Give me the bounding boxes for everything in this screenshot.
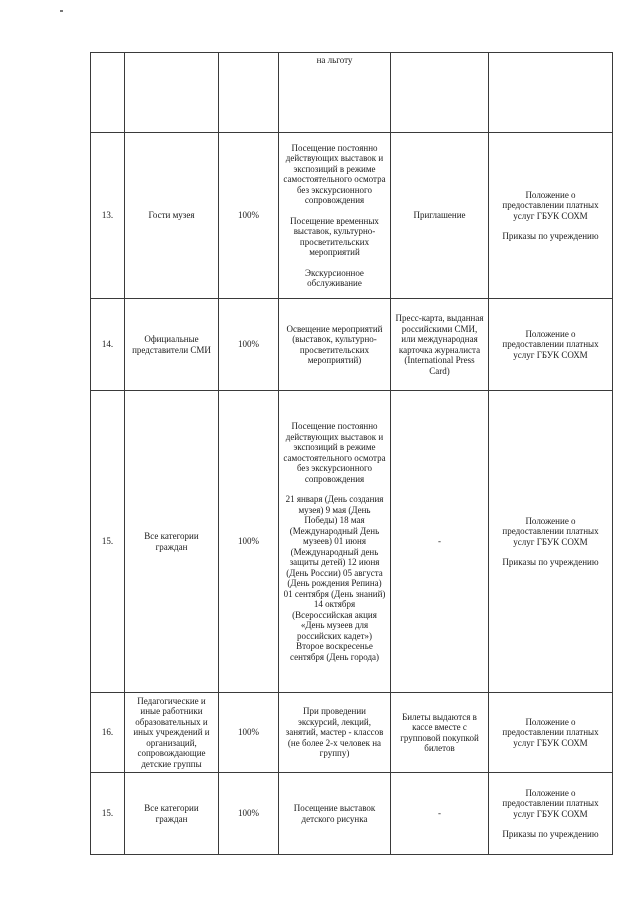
discount-cell: 100% [219, 133, 279, 299]
documents-text: Билеты выдаются в кассе вместе с групповой покупкой билетов [400, 711, 479, 753]
category-text: Официальные представители СМИ [132, 334, 211, 355]
service-cell [279, 693, 391, 773]
basis-cell [489, 773, 613, 855]
table-row [91, 391, 613, 693]
basis-text: Приказы по учреждению [502, 557, 599, 567]
documents-text: - [438, 808, 441, 819]
service-text: Освещение мероприятий (выставок, культурно-просветительских мероприятий) [286, 323, 383, 365]
discount-cell: 100% [219, 773, 279, 855]
service-cell [279, 391, 391, 693]
row-number: 15. [91, 391, 125, 693]
documents-text: Пресс-карта, выданная российскими СМИ, или международная карточка журналиста (International Press Card) [395, 313, 484, 376]
category-text: Педагогические и иные работники образовательных и иных учреждений и организаций, сопровождающие детские группы [133, 695, 210, 769]
discount-cell: 100% [219, 299, 279, 391]
documents-cell [391, 693, 489, 773]
holiday-dates: 21 января (День создания музея) 9 мая (День Победы) 18 мая (Международный День музеев) 01 июня (Международный день защиты детей) 12 июня (День России) 05 августа (День рождения Репина) 01 сентября (День знаний) 14 октября (Всероссийская акция «День музеев для российских кадет») Второе воскресенье сентября (День города) [283, 494, 386, 662]
category-cell [125, 391, 219, 693]
service-text: Посещение постоянно действующих выставок и экспозиций в режиме самостоятельного осмотра без экскурсионного сопровождения [283, 142, 386, 205]
basis-text: Положение о предоставлении платных услуг ГБУК СОХМ [502, 515, 599, 547]
category-cell [125, 693, 219, 773]
basis-text: Положение о предоставлении платных услуг ГБУК СОХМ [502, 189, 599, 221]
table-row [91, 53, 613, 133]
row-number [91, 53, 125, 133]
row-number: 15. [91, 773, 125, 855]
basis-text: Положение о предоставлении платных услуг ГБУК СОХМ [502, 787, 599, 819]
table-row [91, 299, 613, 391]
basis-cell [489, 391, 613, 693]
service-text: При проведении экскурсий, лекций, занятий, мастер - классов (не более 2-х человек на группу) [285, 706, 384, 759]
table-row [91, 693, 613, 773]
scan-speck [60, 10, 63, 12]
row-number: 16. [91, 693, 125, 773]
service-text: Посещение выставок детского рисунка [293, 803, 376, 824]
category-cell [125, 773, 219, 855]
service-cell [279, 53, 391, 133]
basis-cell [489, 693, 613, 773]
service-text: Экскурсионное обслуживание [305, 267, 364, 288]
table-row [91, 773, 613, 855]
category-text: Все категории граждан [144, 531, 199, 552]
table-row [91, 133, 613, 299]
basis-text: Приказы по учреждению [502, 829, 599, 839]
service-text: на льготу [316, 55, 353, 65]
discount-cell: 100% [219, 693, 279, 773]
basis-cell [489, 299, 613, 391]
benefits-table [90, 52, 613, 855]
basis-cell [489, 53, 613, 133]
discount-cell [219, 53, 279, 133]
service-cell [279, 773, 391, 855]
documents-cell [391, 53, 489, 133]
service-cell [279, 299, 391, 391]
category-text: Все категории граждан [144, 803, 199, 824]
basis-cell [489, 133, 613, 299]
basis-text: Приказы по учреждению [502, 231, 599, 241]
documents-cell [391, 299, 489, 391]
discount-cell: 100% [219, 391, 279, 693]
service-cell [279, 133, 391, 299]
basis-text: Положение о предоставлении платных услуг ГБУК СОХМ [502, 328, 599, 360]
service-text: Посещение временных выставок, культурно-просветительских мероприятий [290, 215, 379, 257]
documents-cell [391, 773, 489, 855]
documents-cell [391, 391, 489, 693]
category-cell [125, 299, 219, 391]
documents-text: Приглашение [413, 210, 466, 221]
category-cell [125, 133, 219, 299]
service-text: Посещение постоянно действующих выставок и экспозиций в режиме самостоятельного осмотра без экскурсионного сопровождения [283, 421, 386, 484]
row-number: 13. [91, 133, 125, 299]
category-cell [125, 53, 219, 133]
documents-text: - [438, 536, 441, 547]
row-number: 14. [91, 299, 125, 391]
basis-text: Положение о предоставлении платных услуг ГБУК СОХМ [502, 716, 599, 748]
documents-cell [391, 133, 489, 299]
category-text: Гости музея [148, 210, 195, 221]
